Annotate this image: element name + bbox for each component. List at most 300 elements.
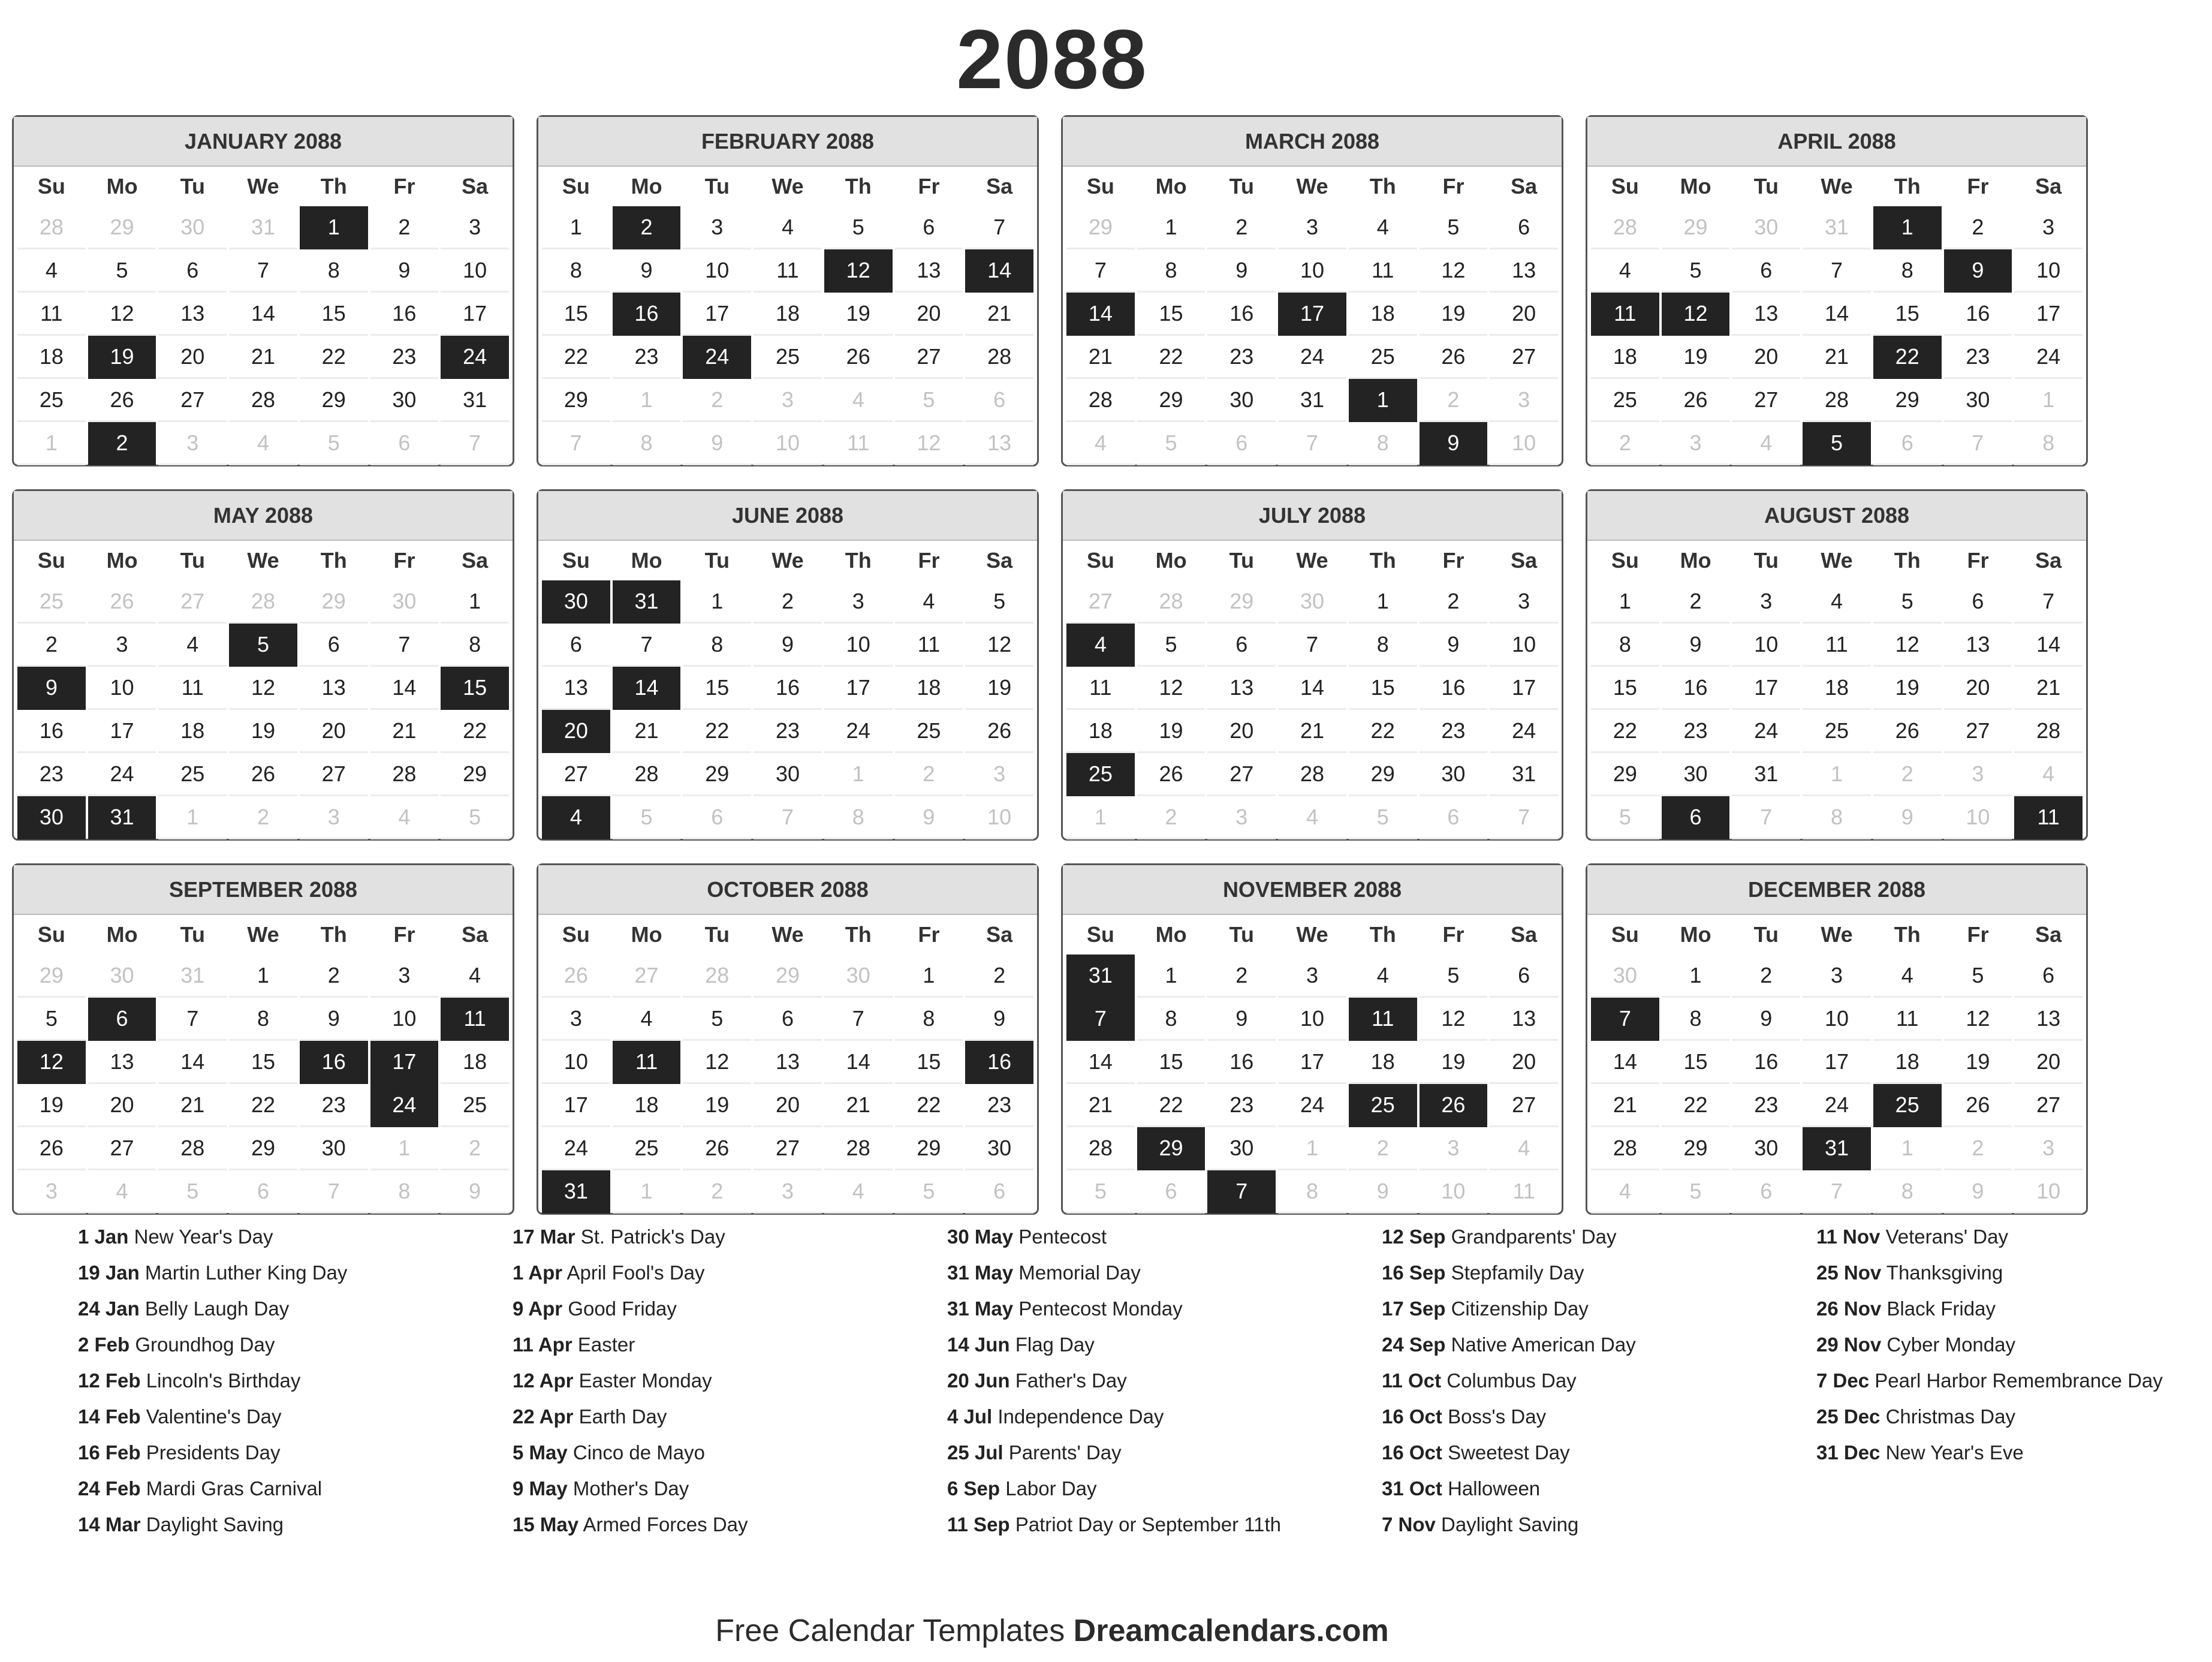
day-cell-holiday: 2 [613,206,681,249]
day-cell-holiday: 1 [1349,379,1417,422]
day-cell: 24 [824,710,893,753]
day-cell: 5 [1662,1170,1730,1214]
day-cell-holiday: 7 [1591,998,1659,1041]
day-cell: 28 [1278,753,1346,796]
day-cell: 3 [1803,955,1871,998]
day-cell: 9 [754,624,822,667]
day-cell: 5 [1137,422,1206,465]
weekday-label: Su [37,548,65,573]
day-cell: 2 [1873,753,1942,796]
day-cell: 26 [1137,753,1206,796]
day-cell: 21 [229,336,297,379]
day-cell: 9 [1944,1170,2012,1214]
weekday-label: Fr [1442,548,1464,573]
holiday-date: 31 May [947,1297,1014,1320]
day-cell: 23 [613,336,681,379]
day-cell: 17 [1732,667,1800,710]
day-cell: 1 [229,955,297,998]
day-cell: 6 [542,624,610,667]
holiday-date: 31 Oct [1382,1477,1442,1500]
weekday-label: Th [1369,922,1396,947]
day-cell: 7 [1732,796,1800,839]
day-cell: 5 [1591,796,1659,839]
holiday-date: 1 Apr [513,1261,563,1284]
day-cell: 4 [441,955,509,998]
day-cell: 29 [1662,206,1730,249]
day-cell: 6 [300,624,368,667]
day-cell: 7 [1278,422,1346,465]
day-cell: 5 [1873,580,1942,624]
day-cell: 13 [1732,293,1800,336]
day-cell: 14 [229,293,297,336]
month-calendar [1061,863,1563,1215]
holiday-item [513,1511,908,1538]
holiday-date: 1 Jan [78,1226,129,1248]
holiday-date: 4 Jul [947,1405,993,1428]
day-cell: 26 [824,336,893,379]
day-cell: 3 [158,422,227,465]
day-cell: 3 [824,580,893,624]
day-cell: 4 [229,422,297,465]
footer-brand-link[interactable]: Dreamcalendars.com [1073,1613,1389,1648]
day-cell: 3 [1490,580,1558,624]
day-cell: 13 [965,422,1033,465]
day-cell: 27 [1066,580,1135,624]
day-cell: 2 [300,955,368,998]
weekday-label: We [1296,548,1328,573]
day-cell: 20 [2014,1041,2083,1084]
day-cell: 7 [2014,580,2083,624]
holiday-item [947,1223,1343,1251]
day-cell: 28 [683,955,751,998]
day-cell: 21 [370,710,439,753]
day-cell: 11 [1066,667,1135,710]
day-cell: 10 [1732,624,1800,667]
holiday-item [78,1331,474,1359]
day-cell: 9 [895,796,963,839]
month-calendar [537,489,1039,841]
holiday-date: 11 Sep [947,1513,1010,1535]
holiday-date: 17 Sep [1382,1297,1446,1320]
day-cell: 5 [17,998,86,1041]
day-cell: 18 [1349,1041,1417,1084]
day-cell: 24 [542,1127,610,1170]
day-cell: 25 [158,753,227,796]
day-cell: 12 [1944,998,2012,1041]
day-cell: 14 [1066,1041,1135,1084]
holiday-item [1382,1331,1777,1359]
weekday-label: Th [845,174,872,198]
weekday-label: Su [1611,548,1639,573]
day-cell: 3 [1278,955,1346,998]
holiday-name: Sweetest Day [1448,1441,1570,1464]
day-cell: 29 [300,580,368,624]
holiday-name: Father's Day [1015,1369,1127,1392]
weekday-label: Fr [393,174,415,198]
holiday-name: Thanksgiving [1886,1261,2003,1284]
holiday-item [513,1403,908,1431]
day-cell: 14 [158,1041,227,1084]
day-cell: 14 [2014,624,2083,667]
day-cell: 13 [1490,998,1558,1041]
day-cell: 2 [1349,1127,1417,1170]
holiday-date: 2 Feb [78,1333,130,1356]
day-cell: 13 [542,667,610,710]
day-cell: 16 [754,667,822,710]
day-cell: 5 [824,206,893,249]
weekday-label: Sa [1511,174,1538,198]
day-cell: 6 [965,379,1033,422]
day-cell: 30 [1732,1127,1800,1170]
weekday-label: Su [1086,174,1114,198]
weekday-header-row [1587,541,2086,580]
holiday-date: 14 Mar [78,1513,141,1535]
day-cell-holiday: 4 [1066,624,1135,667]
day-cell: 12 [1873,624,1942,667]
day-cell: 26 [1420,336,1488,379]
day-cell: 30 [1591,955,1659,998]
day-cell: 11 [17,293,86,336]
day-cell: 29 [1207,580,1276,624]
day-cell: 1 [1137,206,1206,249]
day-cell: 9 [1420,624,1488,667]
day-cell: 10 [754,422,822,465]
holiday-item [1816,1439,2212,1467]
footer [0,1613,2104,1649]
day-cell: 8 [1349,624,1417,667]
day-cell: 26 [683,1127,751,1170]
holiday-date: 12 Apr [513,1369,574,1392]
weekday-label: Mo [1155,174,1187,198]
day-cell: 28 [1591,206,1659,249]
day-cell: 5 [300,422,368,465]
day-cell: 8 [441,624,509,667]
day-cell: 2 [1591,422,1659,465]
day-cell-holiday: 17 [370,1041,439,1084]
weekday-label: Mo [1155,548,1187,573]
day-cell: 2 [1944,206,2012,249]
day-cell-holiday: 1 [300,206,368,249]
day-cell: 10 [1420,1170,1488,1214]
holiday-name: Mother's Day [572,1477,689,1500]
day-cell: 28 [1066,1127,1135,1170]
day-grid [14,580,513,839]
day-cell: 4 [1591,1170,1659,1214]
month-title: JANUARY 2088 [14,117,513,167]
weekday-label: Mo [1680,548,1711,573]
holiday-item [1382,1403,1777,1431]
day-cell-holiday: 9 [1944,249,2012,293]
day-cell-holiday: 30 [542,580,610,624]
day-cell: 30 [1662,753,1730,796]
day-cell: 28 [2014,710,2083,753]
day-cell: 31 [229,206,297,249]
day-cell-holiday: 14 [613,667,681,710]
day-cell: 7 [613,624,681,667]
day-cell: 16 [1207,293,1276,336]
day-cell: 29 [229,1127,297,1170]
weekday-label: Fr [393,548,415,573]
day-cell: 2 [1137,796,1206,839]
day-cell: 30 [1420,753,1488,796]
day-cell: 2 [895,753,963,796]
weekday-label: Su [37,174,65,198]
day-cell: 21 [1278,710,1346,753]
month-calendar [12,115,514,466]
day-cell: 29 [1137,379,1206,422]
day-cell: 28 [17,206,86,249]
day-cell: 27 [895,336,963,379]
day-cell: 6 [1207,624,1276,667]
day-cell-holiday: 7 [1066,998,1135,1041]
day-cell: 8 [683,624,751,667]
day-cell: 11 [1803,624,1871,667]
day-cell: 5 [1420,206,1488,249]
holiday-date: 17 Mar [513,1226,575,1248]
day-cell-holiday: 14 [1066,293,1135,336]
day-cell: 5 [88,249,156,293]
day-cell: 4 [754,206,822,249]
day-cell: 29 [895,1127,963,1170]
day-grid [1063,955,1562,1214]
holiday-name: Patriot Day or September 11th [1015,1513,1282,1535]
day-cell: 6 [1732,1170,1800,1214]
day-grid [538,580,1037,839]
day-cell: 5 [895,1170,963,1214]
day-cell: 14 [824,1041,893,1084]
weekday-label: We [247,922,279,947]
day-cell-holiday: 24 [683,336,751,379]
day-cell: 30 [370,379,439,422]
weekday-label: Tu [1229,174,1254,198]
holiday-date: 7 Dec [1816,1369,1870,1392]
weekday-label: Fr [393,922,415,947]
day-cell: 26 [17,1127,86,1170]
holiday-item [947,1439,1343,1467]
day-cell: 3 [1207,796,1276,839]
weekday-label: Mo [1680,922,1711,947]
day-cell: 15 [1349,667,1417,710]
day-cell-holiday: 11 [441,998,509,1041]
day-cell: 11 [1490,1170,1558,1214]
day-cell: 22 [1662,1084,1730,1127]
weekday-label: Mo [106,922,138,947]
month-calendar [1586,863,2088,1215]
holiday-name: Groundhog Day [135,1333,275,1356]
day-cell: 4 [1490,1127,1558,1170]
weekday-label: Th [320,548,347,573]
day-cell: 6 [1207,422,1276,465]
holiday-date: 12 Sep [1382,1226,1446,1248]
day-cell: 6 [683,796,751,839]
holiday-name: Veterans' Day [1885,1226,2008,1248]
weekday-label: Tu [704,548,730,573]
day-cell: 3 [88,624,156,667]
day-cell: 29 [683,753,751,796]
day-cell-holiday: 17 [1278,293,1346,336]
day-cell: 22 [683,710,751,753]
holiday-date: 11 Apr [513,1333,572,1356]
day-cell: 21 [1803,336,1871,379]
day-cell-holiday: 9 [17,667,86,710]
day-cell: 30 [158,206,227,249]
day-cell: 23 [1662,710,1730,753]
day-cell: 5 [1137,624,1206,667]
weekday-label: We [1296,174,1328,198]
holiday-name: Martin Luther King Day [144,1261,348,1284]
day-cell: 1 [542,206,610,249]
day-cell: 1 [441,580,509,624]
day-cell: 24 [2014,336,2083,379]
holiday-name: St. Patrick's Day [580,1226,725,1248]
weekday-label: Fr [1967,174,1989,198]
weekday-header-row [1587,915,2086,955]
day-cell: 6 [1490,955,1558,998]
day-cell: 4 [1066,422,1135,465]
day-cell: 3 [1420,1127,1488,1170]
weekday-label: We [247,548,279,573]
holiday-item [1382,1259,1777,1287]
day-cell: 2 [1662,580,1730,624]
day-cell: 19 [1420,293,1488,336]
day-cell-holiday: 12 [1662,293,1730,336]
day-cell-holiday: 5 [1803,422,1871,465]
day-cell: 19 [1873,667,1942,710]
day-cell: 3 [965,753,1033,796]
day-cell: 1 [2014,379,2083,422]
day-cell: 26 [229,753,297,796]
holiday-date: 22 Apr [513,1405,574,1428]
month-title: MARCH 2088 [1063,117,1562,167]
holiday-item [513,1475,908,1503]
day-cell: 30 [300,1127,368,1170]
day-cell: 26 [965,710,1033,753]
day-cell: 24 [1278,1084,1346,1127]
holiday-item [78,1223,474,1251]
day-cell: 16 [1420,667,1488,710]
day-cell: 20 [1490,293,1558,336]
day-cell: 11 [1349,249,1417,293]
holiday-name: Easter [577,1333,635,1356]
day-cell: 1 [1066,796,1135,839]
day-cell: 18 [17,336,86,379]
day-cell: 17 [1803,1041,1871,1084]
day-cell-holiday: 4 [542,796,610,839]
holiday-date: 29 Nov [1816,1333,1882,1356]
day-cell: 5 [1944,955,2012,998]
holiday-item [1816,1259,2212,1287]
month-calendar [537,115,1039,466]
day-cell: 7 [370,624,439,667]
holiday-item [1382,1295,1777,1323]
holiday-item [513,1223,908,1251]
weekday-label: Tu [1229,548,1254,573]
day-cell-holiday: 30 [17,796,86,839]
day-cell-holiday: 31 [1066,955,1135,998]
weekday-label: Th [1894,174,1921,198]
holiday-name: Pearl Harbor Remembrance Day [1875,1369,2163,1392]
holiday-item [947,1367,1343,1395]
day-cell-holiday: 25 [1066,753,1135,796]
day-cell: 8 [229,998,297,1041]
day-cell: 3 [2014,1127,2083,1170]
weekday-label: Sa [986,922,1013,947]
day-cell: 7 [824,998,893,1041]
day-cell: 29 [1349,753,1417,796]
holiday-item [513,1439,908,1467]
weekday-header-row [14,167,513,206]
weekday-label: Mo [106,174,138,198]
day-cell: 1 [1349,580,1417,624]
day-cell: 10 [1490,422,1558,465]
weekday-label: Fr [918,548,940,573]
holiday-name: Columbus Day [1446,1369,1577,1392]
day-cell-holiday: 5 [229,624,297,667]
year-title: 2088 [956,12,1148,106]
day-cell: 2 [17,624,86,667]
day-cell: 29 [88,206,156,249]
day-cell: 27 [158,379,227,422]
day-cell-holiday: 14 [965,249,1033,293]
holiday-column [1816,1223,2212,1475]
day-cell: 13 [1944,624,2012,667]
day-cell: 27 [1732,379,1800,422]
holiday-item [1816,1223,2212,1251]
holiday-name: Christmas Day [1885,1405,2015,1428]
day-cell: 3 [683,206,751,249]
weekday-label: Mo [1155,922,1187,947]
weekday-label: Fr [1967,548,1989,573]
day-cell: 18 [441,1041,509,1084]
day-cell: 8 [824,796,893,839]
day-cell: 13 [1207,667,1276,710]
weekday-label: Th [1369,174,1396,198]
day-cell: 2 [1420,580,1488,624]
day-cell: 16 [1207,1041,1276,1084]
holiday-column [513,1223,908,1547]
day-cell: 1 [683,580,751,624]
day-cell: 9 [613,249,681,293]
day-cell-holiday: 31 [542,1170,610,1214]
day-cell: 2 [1732,955,1800,998]
day-cell: 2 [441,1127,509,1170]
day-cell: 10 [542,1041,610,1084]
day-cell: 29 [17,955,86,998]
holiday-item [1382,1439,1777,1467]
holiday-name: Belly Laugh Day [144,1297,290,1320]
holiday-date: 9 May [513,1477,568,1500]
holiday-name: Earth Day [578,1405,667,1428]
day-cell: 6 [1420,796,1488,839]
day-cell: 29 [1066,206,1135,249]
day-cell: 22 [1349,710,1417,753]
day-cell-holiday: 11 [1349,998,1417,1041]
day-cell-holiday: 9 [1420,422,1488,465]
day-cell: 6 [1490,206,1558,249]
month-calendar [12,489,514,841]
day-cell: 30 [370,580,439,624]
month-title: SEPTEMBER 2088 [14,865,513,915]
day-cell: 10 [88,667,156,710]
day-cell: 30 [1944,379,2012,422]
day-cell: 4 [895,580,963,624]
day-cell: 22 [1591,710,1659,753]
day-cell: 6 [370,422,439,465]
day-cell: 15 [1662,1041,1730,1084]
weekday-label: Su [1611,174,1639,198]
day-cell: 18 [895,667,963,710]
holiday-name: Independence Day [997,1405,1164,1428]
